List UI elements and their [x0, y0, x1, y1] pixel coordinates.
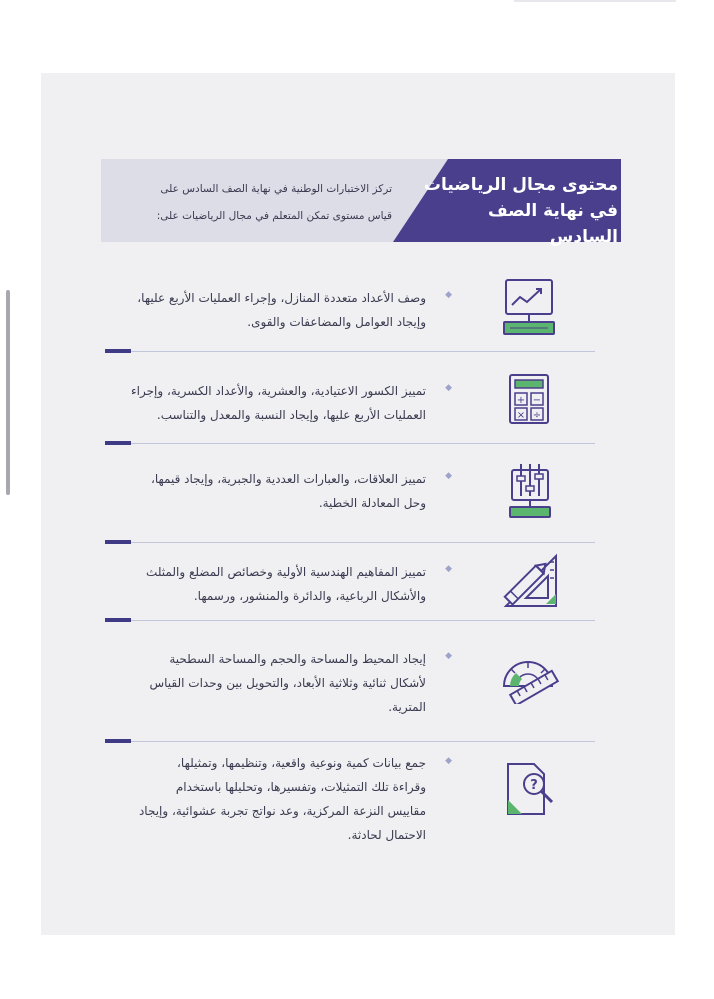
header-description: تركز الاختبارات الوطنية في نهاية الصف السادس على قياس مستوى تمكن المتعلم في مجال الرياضيات على:	[156, 183, 392, 222]
svg-text:÷: ÷	[532, 410, 542, 421]
bullet-icon: ◆	[445, 383, 452, 393]
calculator-icon	[508, 373, 550, 425]
separator	[105, 542, 595, 543]
list-item: تمييز المفاهيم الهندسية الأولية وخصائص المضلع والمثلث والأشكال الرباعية، والدائرة والمنشور، ورسمها.	[146, 565, 426, 603]
pencil-triangle-ruler-icon	[500, 552, 562, 610]
list-item: جمع بيانات كمية ونوعية واقعية، وتنظيمها، وتمثيلها، وقراءة تلك التمثيلات، وتفسيرها، وتحليلها باستخدام مقاييس النزعة المركزية، وعد نواتج تجربة عشوائية، وإيجاد الاحتمال لحادثة.	[138, 756, 426, 842]
bullet-icon: ◆	[445, 564, 452, 574]
list-item: إيجاد المحيط والمساحة والحجم والمساحة السطحية لأشكال ثنائية وثلاثية الأبعاد، والتحويل بين وحدات القياس المترية.	[149, 652, 426, 714]
separator-mark	[105, 540, 131, 544]
bullet-icon: ◆	[445, 756, 452, 766]
separator-mark	[105, 618, 131, 622]
bullet-icon: ◆	[445, 651, 452, 661]
separator	[105, 741, 595, 742]
svg-text:+: +	[516, 395, 526, 406]
equalizer-computer-icon	[507, 462, 553, 520]
header-title: محتوى مجال الرياضيات في نهاية الصف السادس	[423, 175, 618, 247]
protractor-ruler-icon	[500, 648, 560, 704]
top-edge-line	[514, 0, 676, 2]
line-chart-monitor-icon	[500, 278, 558, 340]
svg-text:?: ?	[530, 778, 538, 793]
list-item: تمييز الكسور الاعتيادية، والعشرية، والأعداد الكسرية، وإجراء العمليات الأربع عليها، وإيجاد النسبة والمعدل والتناسب.	[131, 384, 426, 422]
bullet-icon: ◆	[445, 290, 452, 300]
separator	[105, 443, 595, 444]
separator	[105, 351, 595, 352]
document-search-icon	[504, 762, 556, 816]
scrollbar[interactable]	[6, 290, 10, 495]
separator-mark	[105, 349, 131, 353]
svg-text:−: −	[532, 395, 542, 406]
bullet-icon: ◆	[445, 471, 452, 481]
separator-mark	[105, 441, 131, 445]
list-item: وصف الأعداد متعددة المنازل، وإجراء العمليات الأربع عليها، وإيجاد العوامل والمضاعفات والقوى.	[137, 291, 426, 329]
svg-text:×: ×	[516, 410, 526, 421]
separator	[105, 620, 595, 621]
list-item: تمييز العلاقات، والعبارات العددية والجبرية، وإيجاد قيمها، وحل المعادلة الخطية.	[151, 472, 426, 510]
separator-mark	[105, 739, 131, 743]
